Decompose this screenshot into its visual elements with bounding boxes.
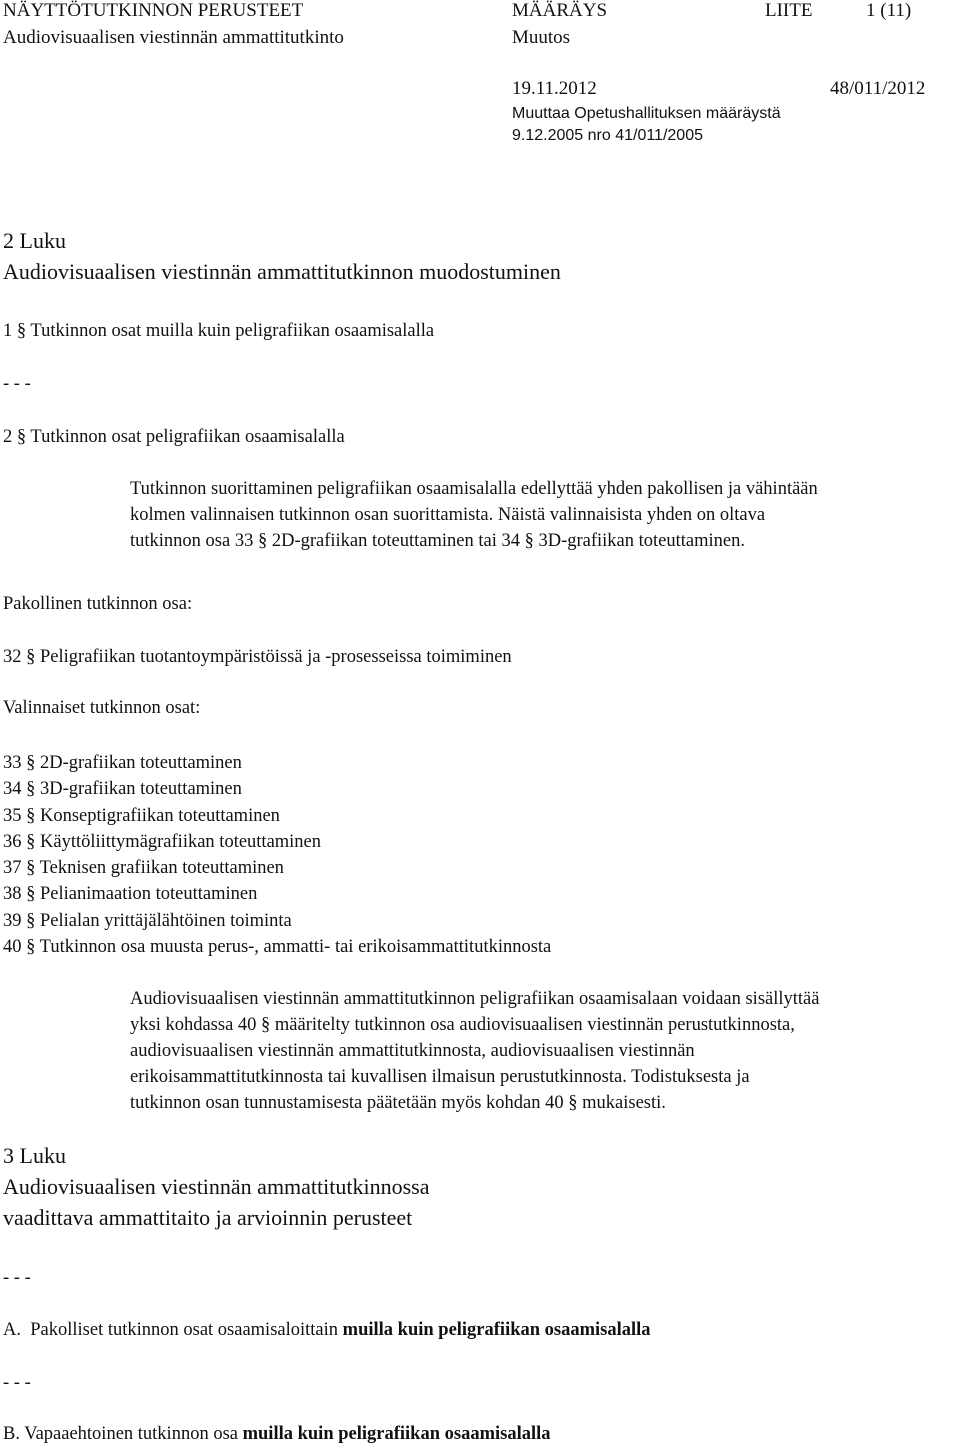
list-item: 36 § Käyttöliittymägrafiikan toteuttaminen [3, 831, 322, 852]
paragraph-line: yksi kohdassa 40 § määritelty tutkinnon osa audiovisuaalisen viestinnän perustutkinnosta, [130, 1015, 795, 1035]
chapter2-label: 2 Luku [3, 228, 66, 253]
mandatory-heading: Pakollinen tutkinnon osa: [3, 594, 193, 614]
ellipsis: - - - [3, 1373, 31, 1393]
item-b-bold: muilla kuin peligrafiikan osaamisalalla [242, 1424, 551, 1444]
optional-items-list [3, 750, 551, 960]
paragraph-line: kolmen valinnaisen tutkinnon osan suorittamista. Näistä valinnaisista yhden on oltava [130, 505, 766, 525]
list-item: 37 § Teknisen grafiikan toteuttaminen [3, 858, 284, 879]
paragraph-line: audiovisuaalisen viestinnän ammattitutkinnosta, audiovisuaalisen viestinnän [130, 1041, 695, 1061]
item-a-bold: muilla kuin peligrafiikan osaamisalalla [342, 1320, 651, 1340]
list-item: 35 § Konseptigrafiikan toteuttaminen [3, 805, 280, 826]
item-a-prefix: A. Pakolliset tutkinnon osat osaamisaloittain [3, 1320, 343, 1340]
chapter3-label: 3 Luku [3, 1143, 66, 1168]
chapter2-title: Audiovisuaalisen viestinnän ammattitutkinnon muodostuminen [3, 259, 561, 284]
list-item: 33 § 2D-grafiikan toteuttaminen [3, 753, 242, 773]
paragraph-line: Audiovisuaalisen viestinnän ammattitutkinnon peligrafiikan osaamisalaan voidaan sisällyttää [130, 989, 820, 1009]
section2-note-paragraph [130, 986, 960, 1116]
paragraph-line: tutkinnon osa 33 § 2D-grafiikan toteuttaminen tai 34 § 3D-grafiikan toteuttaminen. [130, 531, 745, 551]
paragraph-line: erikoisammattitutkinnosta tai kuvallisen ilmaisun perustutkinnosta. Todistuksesta ja [130, 1067, 750, 1087]
item-b-prefix: B. Vapaaehtoinen tutkinnon osa [3, 1424, 243, 1444]
header-attachment: LIITE [765, 0, 813, 21]
paragraph-line: tutkinnon osan tunnustamisesta päätetään myös kohdan 40 § mukaisesti. [130, 1093, 666, 1113]
ellipsis: - - - [3, 1268, 31, 1288]
item-a-heading [3, 1320, 651, 1341]
section2-intro-paragraph [130, 476, 960, 554]
item-b-heading [3, 1424, 551, 1445]
chapter3-title-line1: Audiovisuaalisen viestinnän ammattitutkinnossa [3, 1174, 430, 1199]
header-date: 19.11.2012 [512, 78, 597, 99]
header-document-number: 48/011/2012 [830, 78, 926, 99]
header-doc-subtype: Muutos [512, 27, 571, 48]
section1-heading: 1 § Tutkinnon osat muilla kuin peligrafiikan osaamisalalla [3, 321, 435, 341]
header-subtitle: Audiovisuaalisen viestinnän ammattitutkinto [3, 27, 344, 48]
list-item: 39 § Pelialan yrittäjälähtöinen toiminta [3, 910, 292, 931]
list-item: 40 § Tutkinnon osa muusta perus-, ammatti- tai erikoisammattitutkinnosta [3, 937, 552, 958]
ellipsis: - - - [3, 374, 31, 394]
section2-heading: 2 § Tutkinnon osat peligrafiikan osaamisalalla [3, 427, 345, 447]
header-doc-type: MÄÄRÄYS [512, 0, 608, 21]
mandatory-item: 32 § Peligrafiikan tuotantoympäristöissä ja -prosesseissa toimiminen [3, 647, 512, 667]
list-item: 34 § 3D-grafiikan toteuttaminen [3, 779, 242, 800]
header-amends-line1: Muuttaa Opetushallituksen määräystä [512, 105, 781, 122]
header-title: NÄYTTÖTUTKINNON PERUSTEET [3, 0, 304, 21]
list-item: 38 § Pelianimaation toteuttaminen [3, 884, 258, 905]
header-amends-line2: 9.12.2005 nro 41/011/2005 [512, 127, 703, 144]
header-page-number: 1 (11) [866, 0, 912, 21]
chapter3-title-line2: vaadittava ammattitaito ja arvioinnin perusteet [3, 1205, 413, 1230]
paragraph-line: Tutkinnon suorittaminen peligrafiikan osaamisalalla edellyttää yhden pakollisen ja vähintään [130, 479, 818, 499]
optional-heading: Valinnaiset tutkinnon osat: [3, 698, 201, 718]
